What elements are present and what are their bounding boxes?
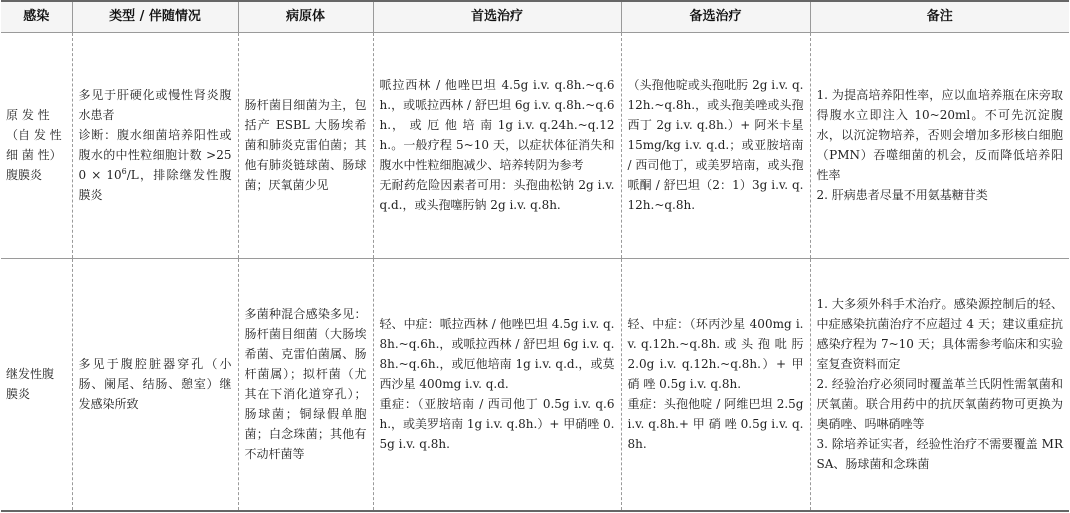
alternative-cell: （头孢他啶或头孢吡肟 2g i.v. q.12h.~q.8h.，或头孢美唑或头孢西丁 2g i.v. q.8h.）+ 阿米卡星 15mg/kg i.v. q.d.；或亚胺培南 / 西司他丁，或美罗培南，或头孢哌酮 / 舒巴坦（2：1）3g i.v. q.12h.~q.8h. xyxy=(621,32,810,258)
first-choice-line: 轻、中症：哌拉西林 / 他唑巴坦 4.5g i.v. q.8h.~q.6h.，或哌拉西林 / 舒巴坦 6g i.v. q.8h.~q.6h.，或厄他培南 1g i.v. q.d.，或莫西沙星 400mg i.v. q.d. xyxy=(379,317,615,392)
pathogen-cell: 多菌种混合感染多见：肠杆菌目细菌（大肠埃希菌、克雷伯菌属、肠杆菌属）；拟杆菌（尤其在下消化道穿孔）；肠球菌；铜绿假单胞菌；白念珠菌；其他有不动杆菌等 xyxy=(238,258,373,511)
header-infection: 感染 xyxy=(1,1,72,32)
superscript-exponent: 6 xyxy=(121,167,127,176)
infection-line: 继发性腹 xyxy=(6,367,55,382)
note-line: 2. 肝病患者尽量不用氨基糖苷类 xyxy=(816,188,988,202)
infection-line: 膜炎 xyxy=(6,387,31,402)
alternative-line: 重症：头孢他啶 / 阿维巴坦 2.5g i.v. q.8h.+ 甲 硝 唑 0.5g i.v. q.8h. xyxy=(627,397,804,452)
note-line: 1. 大多须外科手术治疗。感染源控制后的轻、中症感染抗菌治疗不应超过 4 天；建议重症抗感染疗程为 7~10 天；具体需参考临床和实验室复查资料而定 xyxy=(816,297,1063,372)
header-alternative: 备选治疗 xyxy=(621,1,810,32)
type-line: 多见于肝硬化或慢性肾炎腹水患者 xyxy=(78,88,232,122)
first-choice-cell xyxy=(373,32,621,258)
pathogen-cell: 肠杆菌目细菌为主，包括产 ESBL 大肠埃希菌和肺炎克雷伯菌；其他有肺炎链球菌、肠球菌；厌氧菌少见 xyxy=(238,32,373,258)
antibiotic-treatment-table xyxy=(1,0,1069,512)
note-line: 3. 除培养证实者，经验性治疗不需要覆盖 MRSA、肠球菌和念珠菌 xyxy=(816,437,1063,472)
infection-line: （自 发 性 xyxy=(6,128,62,142)
first-choice-line: 哌拉西林 / 他唑巴坦 4.5g i.v. q.8h.~q.6h.，或哌拉西林 / 舒巴坦 6g i.v. q.8h.~q.6h.， 或 厄 他 培 南 1g i.v. q.24h.~q.12h.。一般疗程 5~10 天，以症状体征消失和腹水中性粒细胞减少、培养转阴为参考 xyxy=(379,78,615,172)
alternative-line: 轻、中症：（环丙沙星 400mg i.v. q.12h.~q.8h. 或 头 孢 吡 肟 2.0g i.v. q.12h.~q.8h.）+ 甲 硝 唑 0.5g i.v. q.8h. xyxy=(627,317,804,392)
infection-cell xyxy=(1,258,72,511)
first-choice-cell xyxy=(373,258,621,511)
diagnosis-line xyxy=(79,125,232,205)
table-row xyxy=(1,32,1069,258)
header-pathogen: 病原体 xyxy=(238,1,373,32)
note-line: 2. 经验治疗必须同时覆盖革兰氏阴性需氧菌和厌氧菌。联合用药中的抗厌氧菌药物可更换为奥硝唑、吗啉硝唑等 xyxy=(816,377,1063,432)
notes-cell xyxy=(810,258,1069,511)
infection-line: 腹膜炎 xyxy=(6,168,43,182)
header-notes: 备注 xyxy=(810,1,1069,32)
type-cell xyxy=(72,32,238,258)
infection-line: 原 发 性 xyxy=(6,108,50,122)
infection-line: 细 菌 性） xyxy=(6,148,62,162)
note-line: 1. 为提高培养阳性率，应以血培养瓶在床旁取得腹水立即注入 10~20ml。不可先沉淀腹水，以沉淀物培养，否则会增加多形核白细胞（PMN）吞噬细菌的机会，反而降低培养阳性率 xyxy=(816,88,1063,182)
infection-cell xyxy=(1,32,72,258)
alternative-cell xyxy=(621,258,810,511)
header-row xyxy=(1,1,1069,32)
notes-cell xyxy=(810,32,1069,258)
diagnosis-text: 诊断：腹水细菌培养阳性或腹水的中性粒细胞计数 >250 × 10 xyxy=(78,128,232,182)
header-first-choice: 首选治疗 xyxy=(373,1,621,32)
first-choice-line: 重症：（亚胺培南 / 西司他丁 0.5g i.v. q.6h.，或美罗培南 1g i.v. q.8h.）+ 甲硝唑 0.5g i.v. q.8h. xyxy=(379,397,615,452)
type-cell: 多见于腹腔脏器穿孔（小肠、阑尾、结肠、憩室）继发感染所致 xyxy=(72,258,238,511)
diagnosis-text-tail: /L，排除继发性腹膜炎 xyxy=(78,168,232,202)
first-choice-line: 无耐药危险因素者可用：头孢曲松钠 2g i.v. q.d.，或头孢噻肟钠 2g i.v. q.8h. xyxy=(379,178,615,212)
table-row xyxy=(1,258,1069,511)
header-type: 类型 / 伴随情况 xyxy=(72,1,238,32)
